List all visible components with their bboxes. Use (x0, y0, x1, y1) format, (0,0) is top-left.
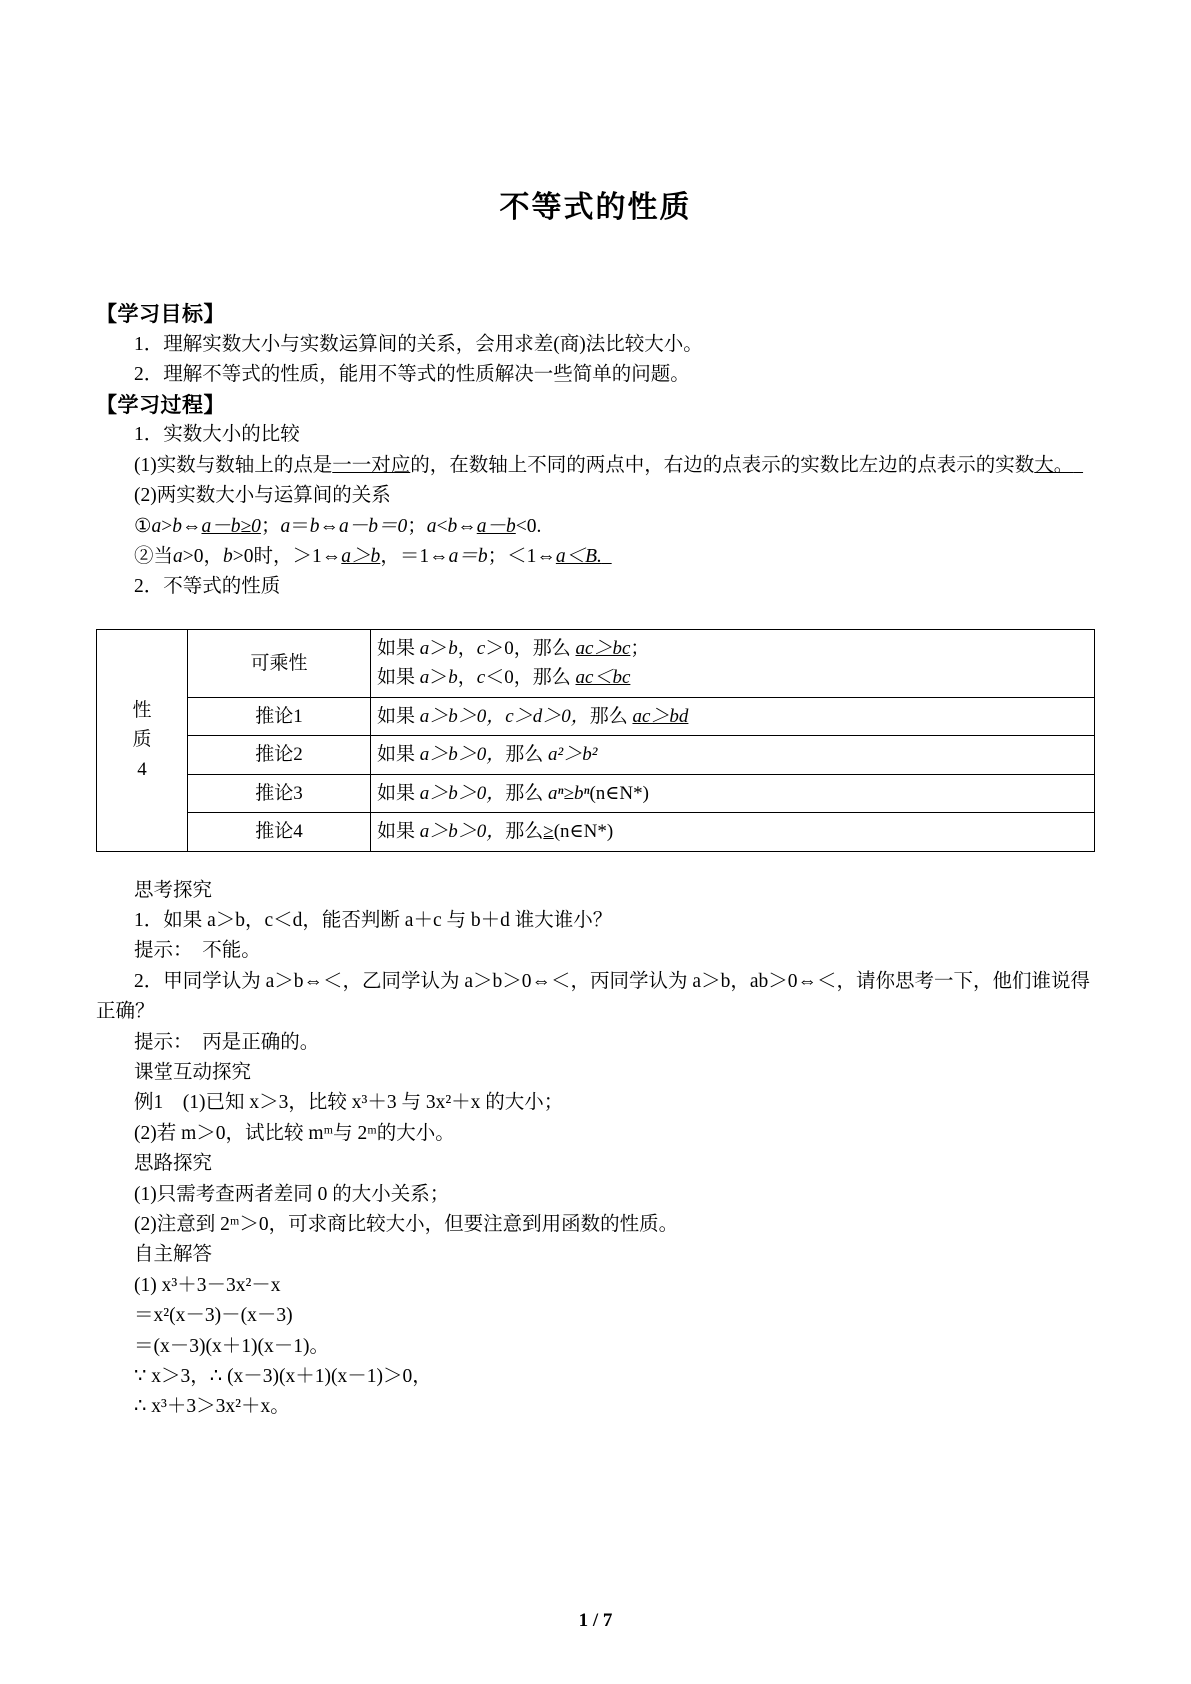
line1-expr-2: a－b＝0 (338, 515, 408, 537)
table-cell-body (371, 697, 1095, 735)
cell-op1: ＞ (429, 667, 449, 689)
line2-t1: 当 (153, 546, 174, 568)
cell-expr: aⁿ≥bⁿ (548, 782, 590, 804)
objective-item-1: 1．理解实数大小与实数运算间的关系，会用求差(商)法比较大小。 (134, 333, 703, 355)
answer-step-4: ∵ x＞3，∴ (x－3)(x＋1)(x－1)＞0， (134, 1366, 432, 1387)
cell-underline: ac＜bc (575, 667, 631, 689)
line1-iff-2: ⇔ (319, 515, 339, 537)
cell-pre: 如果 (377, 744, 420, 766)
thinking-heading: 思路探究 (134, 1153, 213, 1175)
thinking-item-1: (1)只需考查两者差同 0 的大小关系； (134, 1183, 450, 1205)
answer-heading: 自主解答 (134, 1244, 213, 1266)
cell-pre: 如果 (377, 821, 420, 843)
line1-lt: < (436, 515, 448, 537)
table-row-group-label (97, 629, 188, 851)
answer-step-2: ＝x²(x－3)－(x－3) (134, 1305, 293, 1327)
table-cell-name: 推论3 (188, 774, 371, 812)
process-sub-1-pre: (1)实数与数轴上的点是 (134, 454, 333, 476)
line2-a-cond: >0， (182, 546, 224, 568)
table-cell-body (371, 813, 1095, 851)
process-item-2: 2．不等式的性质 (134, 576, 281, 598)
cell-underline: ≥ (543, 821, 554, 843)
process-sub-1-underline-2: 大。 (1034, 454, 1074, 476)
row-label-char-1: 性 (132, 700, 152, 722)
cell-c: c (476, 667, 486, 689)
inquiry-heading: 思考探究 (134, 879, 213, 901)
cell-cond: a＞b＞0， (419, 744, 506, 766)
table-cell-name: 可乘性 (188, 629, 371, 697)
line1-a2: a (280, 515, 291, 537)
process-sub-2: (2)两实数大小与运算间的关系 (134, 485, 391, 507)
line2-s2: ，＝1⇔ (380, 546, 449, 568)
line2-underline-1: a＞b (341, 546, 381, 568)
row-label-char-2: 质 (132, 729, 152, 751)
inquiry-hint-1: 提示： 不能。 (134, 940, 261, 962)
line2-underline-2: a＜B. (555, 546, 602, 568)
cell-b: b (448, 637, 458, 659)
page-title: 不等式的性质 (499, 191, 692, 224)
cell-pre: 如果 (377, 637, 420, 659)
page-number: 1 / 7 (578, 1610, 613, 1631)
answer-step-3: ＝(x－3)(x＋1)(x－1)。 (134, 1335, 329, 1357)
table-cell-name: 推论2 (188, 736, 371, 774)
cell-mid: ， (457, 637, 477, 659)
cell-b: b (448, 667, 458, 689)
cell-underline: ac＞bd (632, 705, 689, 727)
table-row (97, 774, 1095, 812)
line2-s1: ＞1⇔ (292, 546, 342, 568)
process-sub-1 (96, 451, 1095, 481)
line1-marker: ① (134, 515, 152, 537)
table-cell-body (371, 774, 1095, 812)
cell-op2: ＜0， (485, 667, 533, 689)
example-2: (2)若 m＞0，试比较 mᵐ与 2ᵐ的大小。 (134, 1122, 455, 1144)
cell-then: 那么 (532, 667, 576, 689)
cell-pre: 如果 (377, 667, 420, 689)
line1-iff: ⇔ (181, 515, 202, 537)
cell-then: 那么 (505, 782, 549, 804)
table-cell-name: 推论1 (188, 697, 371, 735)
table-cell-line (377, 663, 1088, 692)
thinking-item-2: (2)注意到 2ᵐ＞0，可求商比较大小，但要注意到用函数的性质。 (134, 1213, 679, 1235)
cell-a: a (419, 637, 430, 659)
line1-underline-1: a－b≥0 (201, 515, 261, 537)
line1-gt: > (161, 515, 173, 537)
line1-b3: b (447, 515, 458, 537)
cell-then: 那么 (505, 821, 544, 843)
table-row (97, 697, 1095, 735)
line1-b2: b (309, 515, 320, 537)
table-cell-body (371, 629, 1095, 697)
line1-a3: a (426, 515, 437, 537)
cell-underline: ac＞bc (575, 637, 631, 659)
line1-b: b (172, 515, 182, 537)
interactive-heading: 课堂互动探究 (134, 1061, 252, 1083)
row-label-char-3: 4 (137, 758, 147, 780)
cell-op2: ＞0， (485, 637, 533, 659)
cell-expr: a²＞b² (548, 744, 598, 766)
inquiry-hint-2: 提示： 丙是正确的。 (134, 1031, 320, 1053)
objective-item-2: 2．理解不等式的性质，能用不等式的性质解决一些简单的问题。 (134, 364, 690, 386)
line1-eq: ＝ (290, 515, 310, 537)
line2-marker: ② (134, 546, 154, 568)
cell-cond: a＞b＞0， (419, 821, 506, 843)
answer-step-1: (1) x³＋3－3x²－x (134, 1274, 281, 1296)
learning-objectives-heading: 【学习目标】 (96, 302, 225, 326)
line1-sep-2: ； (407, 515, 427, 537)
cell-c: c (476, 637, 486, 659)
properties-table (96, 629, 1095, 852)
process-sub-1-underline-1: 一一对应 (332, 454, 411, 476)
line2-eq-part: a＝b (448, 546, 488, 568)
cell-tail: (n∈N*) (589, 782, 649, 804)
process-line-1 (96, 512, 1095, 542)
cell-mid: ， (457, 667, 477, 689)
cell-pre: 如果 (377, 705, 420, 727)
cell-pre: 如果 (377, 782, 420, 804)
line1-tail: <0. (515, 515, 542, 537)
cell-then: 那么 (589, 705, 633, 727)
cell-then: 那么 (532, 637, 576, 659)
table-row (97, 736, 1095, 774)
line2-s3: ；＜1⇔ (487, 546, 556, 568)
cell-cond: a＞b＞0， (419, 782, 506, 804)
cell-op1: ＞ (429, 637, 449, 659)
inquiry-question-2: 2．甲同学认为 a＞b⇔＜，乙同学认为 a＞b＞0⇔＜，丙同学认为 a＞b，ab＞0⇔＜，请你思考一下，他们谁说得正确？ (96, 970, 1090, 1023)
line1-underline-2: a－b (476, 515, 516, 537)
line2-b: b (223, 546, 233, 568)
cell-tail: (n∈N*) (553, 821, 614, 843)
line1-sep-1: ； (260, 515, 281, 537)
line2-b-cond: >0时， (232, 546, 293, 568)
example-1: 例1 (1)已知 x＞3，比较 x³＋3 与 3x²＋x 的大小； (134, 1092, 564, 1114)
process-sub-1-mid: 的，在数轴上不同的两点中，右边的点表示的实数比左边的点表示的实数 (410, 454, 1035, 476)
line1-iff-3: ⇔ (457, 515, 477, 537)
document-body (0, 300, 1191, 1423)
table-row (97, 629, 1095, 697)
table-row (97, 813, 1095, 851)
cell-tail: ； (630, 637, 650, 659)
process-line-2 (96, 542, 1095, 572)
process-item-1: 1．实数大小的比较 (134, 424, 300, 446)
table-cell-body (371, 736, 1095, 774)
table-cell-name: 推论4 (188, 813, 371, 851)
cell-a: a (419, 667, 430, 689)
line2-a: a (173, 546, 183, 568)
line1-a: a (151, 515, 162, 537)
cell-cond: a＞b＞0，c＞d＞0， (419, 705, 590, 727)
table-cell-line (377, 634, 1088, 663)
cell-then: 那么 (505, 744, 549, 766)
learning-process-heading: 【学习过程】 (96, 392, 225, 417)
answer-step-5: ∴ x³＋3＞3x²＋x。 (134, 1396, 290, 1418)
inquiry-question-1: 1．如果 a＞b，c＜d，能否判断 a＋c 与 b＋d 谁大谁小？ (134, 909, 613, 931)
